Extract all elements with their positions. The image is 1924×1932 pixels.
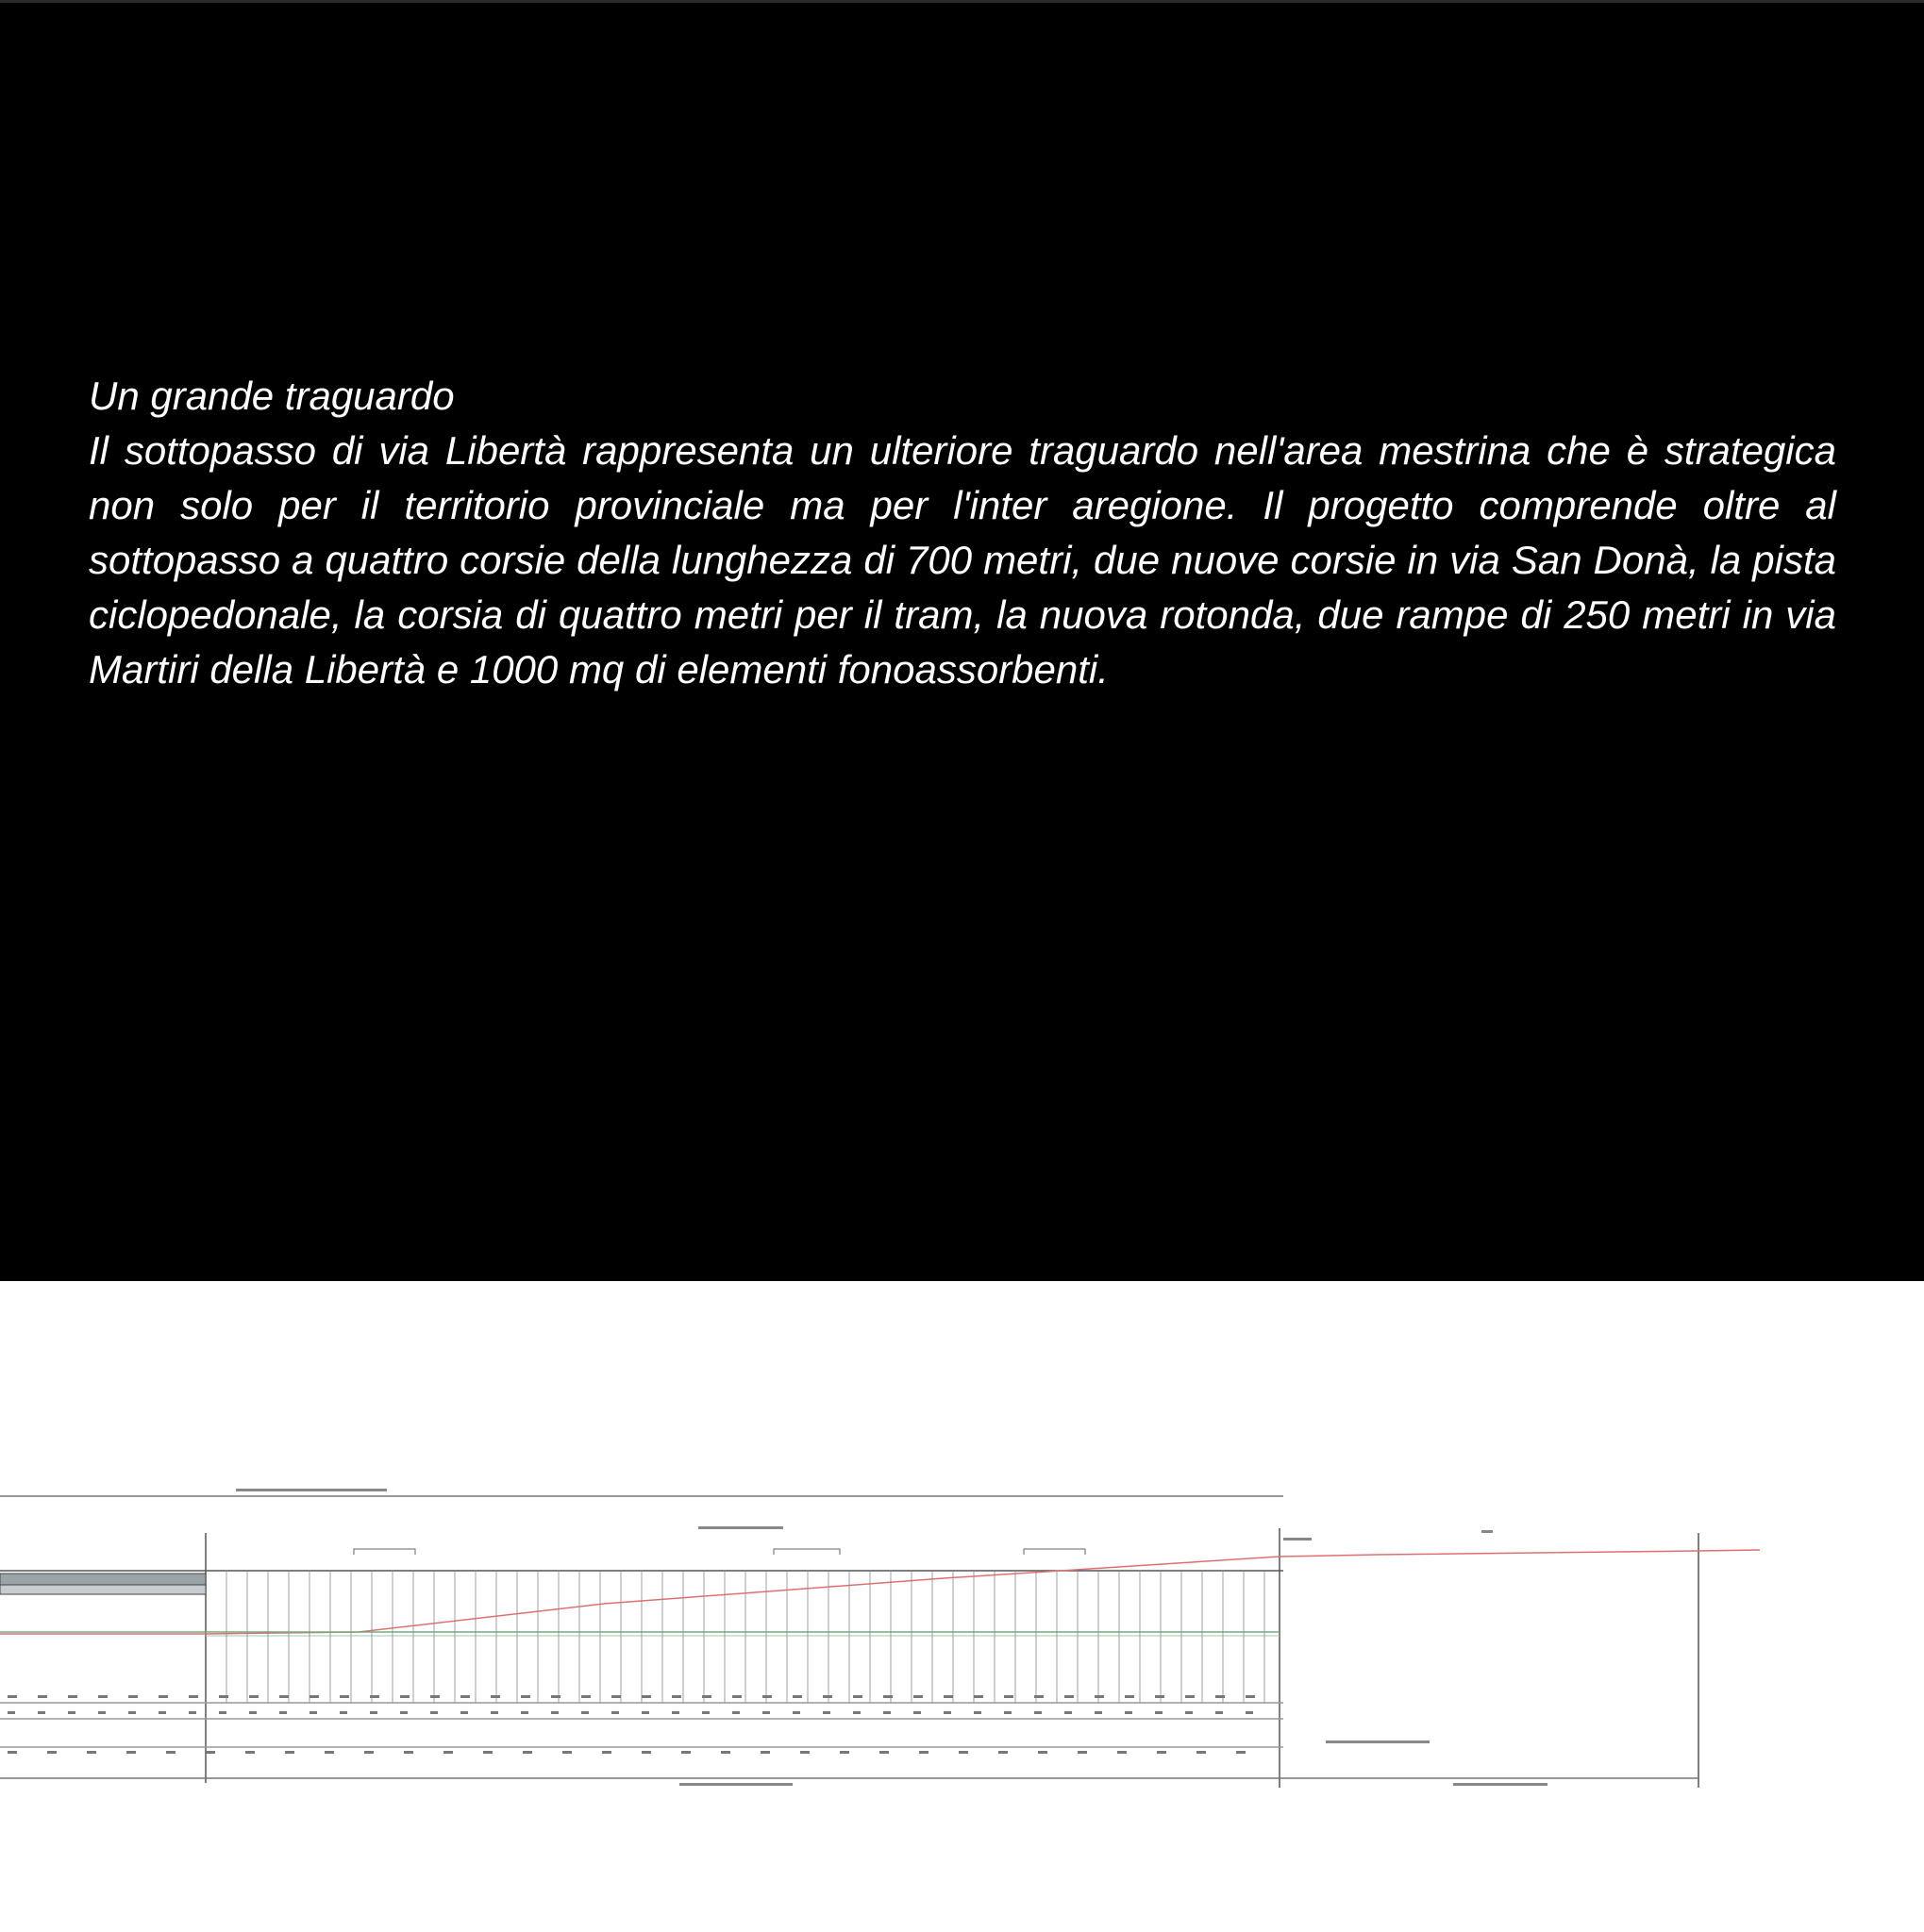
article-title: Un grande traguardo (89, 374, 455, 418)
article-text (89, 369, 1836, 697)
article-body: Il sottopasso di via Libertà rappresenta un ulteriore traguardo nell'area mestrina che è strategica non solo per il territorio provinciale ma per l'inter aregione. Il progetto comprende oltre al sottopasso a quattro corsie della lunghezza di 700 metri, due nuove corsie in via San Donà, la pista ciclopedonale, la corsia di quattro metri per il tram, la nuova rotonda, due rampe di 250 metri in via Martiri della Libertà e 1000 mq di elementi fonoassorbenti. (89, 428, 1836, 691)
header-marks (236, 1489, 1548, 1786)
dimension-marks (354, 1549, 1085, 1555)
table-marks (8, 1695, 1255, 1754)
longitudinal-profile-drawing (0, 1472, 1924, 1811)
road-deck-left (0, 1574, 206, 1594)
station-lines (226, 1571, 1264, 1703)
grade-line (0, 1550, 1760, 1634)
